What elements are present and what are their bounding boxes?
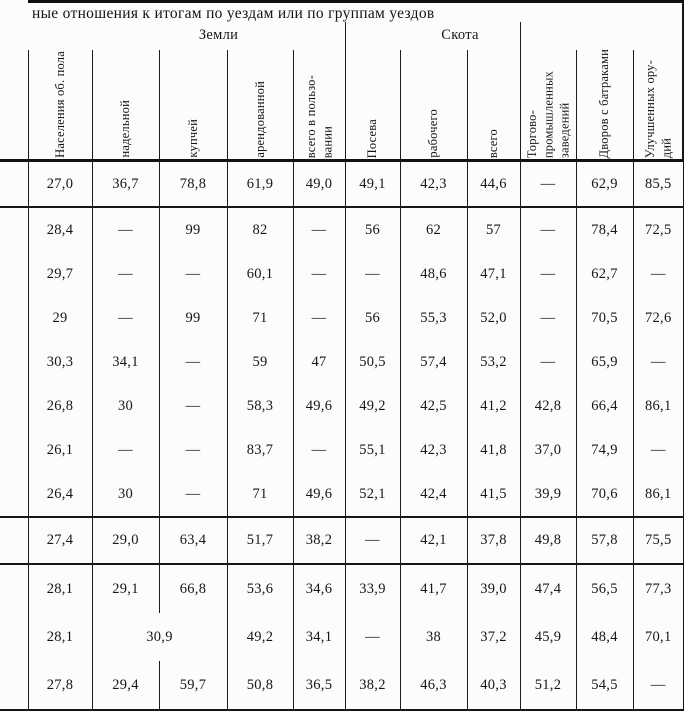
table-cell: 29,0 [92,517,159,564]
table-body [0,162,684,710]
table-cell: 39,9 [520,472,576,517]
column-header-label: Посева [365,118,380,158]
table-cell: — [92,428,159,472]
table-cell: 47,4 [520,564,576,613]
table-cell: — [520,340,576,384]
column-header-vsego-v-polzovanii [293,12,345,158]
table-cell: 41,7 [400,564,467,613]
row-stub-cell [0,207,28,252]
table-cell: 44,6 [467,162,520,207]
table-cell: 57,4 [400,340,467,384]
table-cell: 56 [345,296,400,340]
table-cell: 86,1 [633,472,684,517]
table-cell: 50,5 [345,340,400,384]
table-cell: 42,5 [400,384,467,428]
table-cell: 49,0 [293,162,345,207]
table-cell: 55,1 [345,428,400,472]
column-header-kupchey [159,12,227,158]
column-header-label: Дворов с батраками [597,48,612,158]
column-header-label: Торгово- промышленных заведений [524,70,572,158]
table-cell: 41,5 [467,472,520,517]
table-cell: 49,1 [345,162,400,207]
table-cell: — [159,428,227,472]
table-cell: 47 [293,340,345,384]
table-cell: 34,6 [293,564,345,613]
row-stub-cell [0,661,28,710]
table-cell: — [345,252,400,296]
table-cell: 53,2 [467,340,520,384]
table-cell: 30 [92,384,159,428]
column-group-skota: Скота [441,27,479,43]
table-row [0,340,684,384]
table-cell: — [345,517,400,564]
column-header-label: Улучшенных ору- дий [643,59,674,158]
table-cell: 27,4 [28,517,92,564]
table-cell: 55,3 [400,296,467,340]
table-cell: 26,1 [28,428,92,472]
table-cell: 66,4 [576,384,633,428]
row-stub-cell [0,252,28,296]
table-cell: 56,5 [576,564,633,613]
table-cell: 59,7 [159,661,227,710]
column-header-label: надельной [118,100,133,158]
row-stub-cell [0,296,28,340]
table-cell: 82 [227,207,293,252]
column-header-uluchshennyh-orudiy [633,12,684,158]
table-row [0,564,684,613]
column-header-label: всего в пользо- вании [303,74,334,158]
table-cell: 37,8 [467,517,520,564]
table-cell: — [633,428,684,472]
table-cell: — [293,252,345,296]
table-cell: 42,3 [400,428,467,472]
table-row [0,296,684,340]
table-row [0,428,684,472]
column-header-vsego [467,12,520,158]
column-header-naseleniya [28,12,92,158]
table-cell: 49,8 [520,517,576,564]
table-cell: — [159,472,227,517]
data-table [0,162,684,711]
table-cell: 71 [227,472,293,517]
table-cell: 42,3 [400,162,467,207]
table-cell: — [520,207,576,252]
row-stub-cell [0,428,28,472]
table-cell: 33,9 [345,564,400,613]
column-header-arendovannoy [227,12,293,158]
table-row [0,613,684,661]
table-cell: — [92,252,159,296]
table-cell: 58,3 [227,384,293,428]
row-stub-cell [0,613,28,661]
column-header-label: арендованной [252,81,267,158]
table-cell: 66,8 [159,564,227,613]
table-cell: — [159,252,227,296]
table-cell: — [633,252,684,296]
table-cell: 57,8 [576,517,633,564]
table-cell: 62,9 [576,162,633,207]
page-title: ные отношения к итогам по уездам или по группам уездов [32,5,435,22]
table-cell: 42,1 [400,517,467,564]
table-cell: 29,1 [92,564,159,613]
table-cell: 28,1 [28,613,92,661]
table-cell: 52,1 [345,472,400,517]
table-cell: 86,1 [633,384,684,428]
table-cell: — [520,296,576,340]
table-cell: 62,7 [576,252,633,296]
table-cell: 42,4 [400,472,467,517]
table-cell: — [520,252,576,296]
table-cell: 63,4 [159,517,227,564]
table-cell: 62 [400,207,467,252]
table-row [0,517,684,564]
table-cell: — [92,207,159,252]
table-cell: 75,5 [633,517,684,564]
table-cell: 85,5 [633,162,684,207]
table-cell: 57 [467,207,520,252]
table-cell: — [293,296,345,340]
table-row [0,661,684,710]
table-cell: 29 [28,296,92,340]
table-cell: 30,3 [28,340,92,384]
table-cell: 42,8 [520,384,576,428]
table-cell: 29,4 [92,661,159,710]
table-cell: 30 [92,472,159,517]
table-cell: 71 [227,296,293,340]
table-row [0,472,684,517]
row-stub-cell [0,384,28,428]
row-stub-cell [0,472,28,517]
table-row [0,252,684,296]
table-cell: 38 [400,613,467,661]
column-header-torgovo-promyshlennyh [520,12,576,158]
column-header-label: Населения об. пола [52,51,67,158]
table-cell: 49,6 [293,472,345,517]
table-cell: 37,2 [467,613,520,661]
table-cell: 26,4 [28,472,92,517]
table-cell: — [345,613,400,661]
table-cell: 99 [159,296,227,340]
table-cell: 78,8 [159,162,227,207]
table-row [0,384,684,428]
table-cell: 38,2 [293,517,345,564]
table-cell: 65,9 [576,340,633,384]
table-cell: 27,0 [28,162,92,207]
table-cell: — [159,340,227,384]
table-cell: 45,9 [520,613,576,661]
table-cell: 36,7 [92,162,159,207]
table-cell: 59 [227,340,293,384]
table-cell: 54,5 [576,661,633,710]
table-cell: 48,6 [400,252,467,296]
column-header-dvorov-s-batrakami [576,12,633,158]
table-cell: 34,1 [92,340,159,384]
table-cell: 47,1 [467,252,520,296]
table-cell: 49,2 [345,384,400,428]
table-cell: 29,7 [28,252,92,296]
column-header-poseva [345,12,400,158]
table-cell: 72,6 [633,296,684,340]
table-cell: 51,2 [520,661,576,710]
table-cell: — [633,340,684,384]
table-cell: 70,6 [576,472,633,517]
row-stub-cell [0,340,28,384]
table-cell: 51,7 [227,517,293,564]
column-header-label: купчей [185,119,200,158]
table-cell: — [293,428,345,472]
table-cell: 53,6 [227,564,293,613]
table-cell: 28,4 [28,207,92,252]
table-cell: 40,3 [467,661,520,710]
table-cell: 60,1 [227,252,293,296]
column-header-rabochego [400,12,467,158]
table-cell: 37,0 [520,428,576,472]
table-cell: 28,1 [28,564,92,613]
table-cell: 74,9 [576,428,633,472]
column-header-nadelnoy [92,12,159,158]
table-cell: 70,1 [633,613,684,661]
column-header-label: рабочего [426,109,441,158]
table-cell: 49,6 [293,384,345,428]
table-cell: — [520,162,576,207]
table-cell: 39,0 [467,564,520,613]
column-group-zemli: Земли [198,27,239,43]
table-row [0,162,684,207]
table-cell: 34,1 [293,613,345,661]
row-stub-cell [0,564,28,613]
row-stub-cell [0,162,28,207]
table-cell: — [633,661,684,710]
table-cell: 50,8 [227,661,293,710]
table-cell: 61,9 [227,162,293,207]
table-cell: 70,5 [576,296,633,340]
table-cell: 46,3 [400,661,467,710]
table-cell: 49,2 [227,613,293,661]
table-cell: 99 [159,207,227,252]
column-header-label: всего [486,128,501,158]
table-header [0,0,684,162]
table-cell: 30,9 [92,613,227,661]
table-cell: 38,2 [345,661,400,710]
table-cell: 77,3 [633,564,684,613]
table-cell: — [159,384,227,428]
table-cell: 27,8 [28,661,92,710]
table-cell: 26,8 [28,384,92,428]
table-cell: 41,2 [467,384,520,428]
row-stub-cell [0,517,28,564]
table-cell: 72,5 [633,207,684,252]
table-cell: 52,0 [467,296,520,340]
table-cell: — [293,207,345,252]
table-cell: 36,5 [293,661,345,710]
table-cell: 56 [345,207,400,252]
table-cell: 83,7 [227,428,293,472]
table-cell: 41,8 [467,428,520,472]
table-cell: 78,4 [576,207,633,252]
table-cell: — [92,296,159,340]
table-row [0,207,684,252]
table-cell: 48,4 [576,613,633,661]
